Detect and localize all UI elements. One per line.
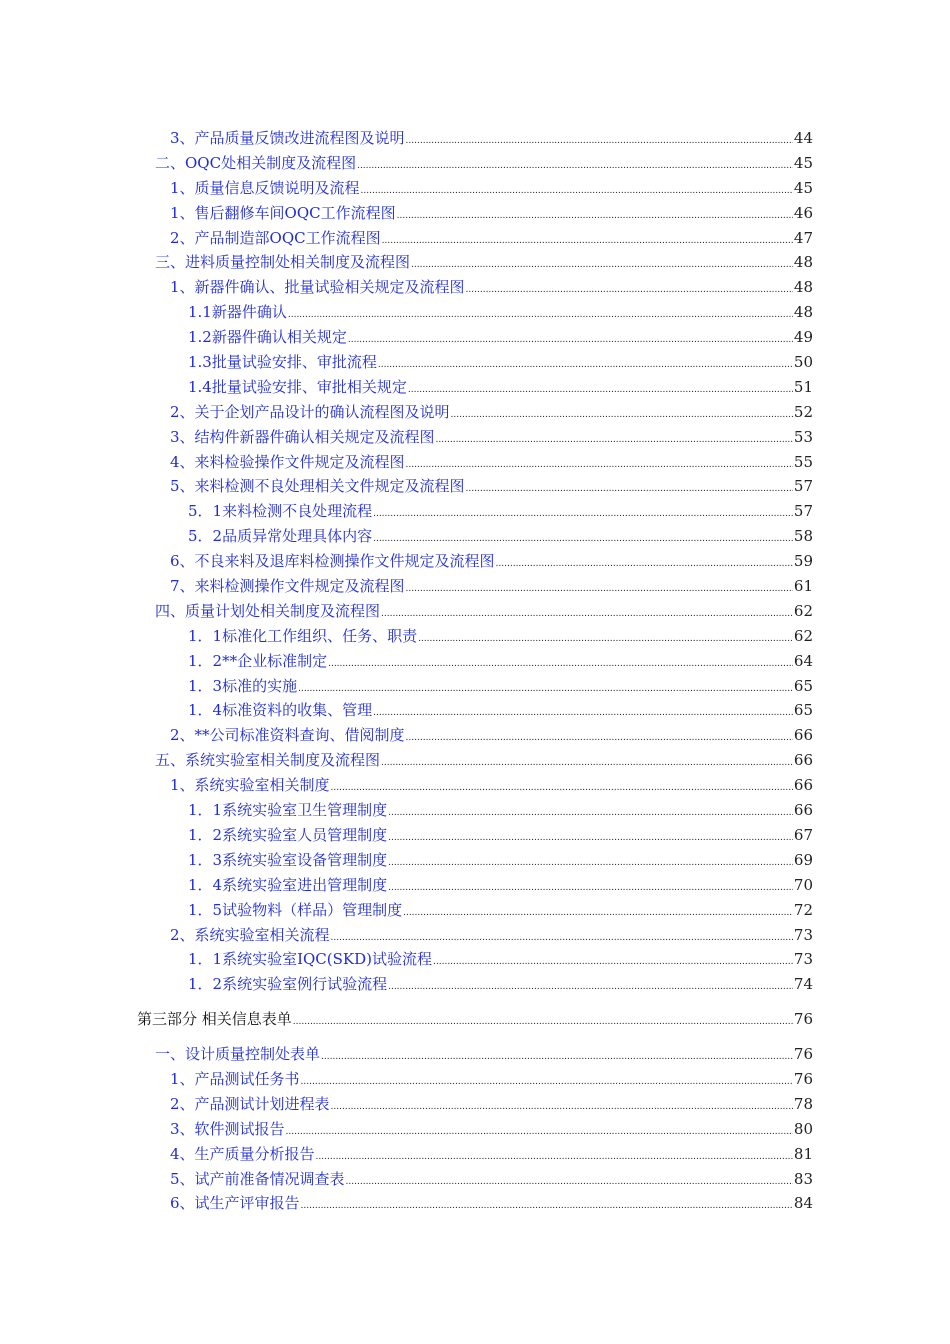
- toc-entry[interactable]: [0, 674, 950, 699]
- toc-entry-title: 1、售后翻修车间OQC工作流程图: [170, 203, 396, 222]
- toc-entry-title: 6、试生产评审报告: [170, 1194, 300, 1213]
- toc-entry-title: 1.4批量试验安排、审批相关规定: [188, 377, 407, 396]
- toc-page-number: 45: [793, 176, 813, 201]
- toc-page-number: 46: [793, 201, 813, 226]
- toc-page-number: 65: [793, 698, 813, 723]
- toc-entry[interactable]: [0, 698, 950, 723]
- toc-entry[interactable]: [0, 201, 950, 226]
- toc-page-number: 51: [793, 375, 813, 400]
- toc-page-number: 64: [793, 649, 813, 674]
- toc-page-number: 61: [793, 574, 813, 599]
- toc-dot-leader: [388, 975, 797, 1000]
- toc-entry[interactable]: [0, 1042, 950, 1067]
- toc-entry-title: 1.2新器件确认相关规定: [188, 328, 347, 347]
- toc-entry-title: 四、质量计划处相关制度及流程图: [155, 601, 381, 620]
- toc-entry[interactable]: [0, 300, 950, 325]
- toc-entry-title: 1.1新器件确认: [188, 303, 287, 322]
- toc-entry[interactable]: [0, 275, 950, 300]
- toc-page-number: 67: [793, 823, 813, 848]
- toc-entry[interactable]: [0, 972, 950, 997]
- toc-entry-title: 二、OQC处相关制度及流程图: [155, 153, 357, 172]
- toc-entry-title: 1.3批量试验安排、审批流程: [188, 353, 377, 372]
- toc-entry[interactable]: [0, 823, 950, 848]
- toc-page-number: 58: [793, 524, 813, 549]
- toc-page-number: 73: [793, 923, 813, 948]
- toc-page-number: 66: [793, 773, 813, 798]
- toc-entry-title: 五、系统实验室相关制度及流程图: [155, 751, 381, 770]
- toc-page-number: 84: [793, 1191, 813, 1216]
- toc-entry-title: 三、进料质量控制处相关制度及流程图: [155, 253, 411, 272]
- toc-entry[interactable]: [0, 524, 950, 549]
- toc-entry[interactable]: [0, 250, 950, 275]
- toc-entry-title: 4、来料检验操作文件规定及流程图: [170, 452, 405, 471]
- toc-entry[interactable]: [0, 649, 950, 674]
- toc-entry-title: 1、系统实验室相关制度: [170, 776, 330, 795]
- toc-entry-title: 1．2系统实验室例行试验流程: [188, 975, 388, 994]
- toc-entry[interactable]: [0, 325, 950, 350]
- toc-entry-title: 1、产品测试任务书: [170, 1069, 300, 1088]
- toc-page-number: 57: [793, 499, 813, 524]
- toc-entry[interactable]: [0, 873, 950, 898]
- toc-page-number: 52: [793, 400, 813, 425]
- toc-entry-title: 6、不良来料及退库料检测操作文件规定及流程图: [170, 552, 495, 571]
- toc-page-number: 44: [793, 126, 813, 151]
- toc-entry[interactable]: [0, 898, 950, 923]
- toc-entry-title: 2、关于企划产品设计的确认流程图及说明: [170, 402, 450, 421]
- toc-page-number: 66: [793, 748, 813, 773]
- toc-entry[interactable]: [0, 126, 950, 151]
- toc-entry-title: 一、设计质量控制处表单: [155, 1045, 321, 1064]
- toc-page-number: 72: [793, 898, 813, 923]
- toc-entry-title: 2、系统实验室相关流程: [170, 925, 330, 944]
- toc-entry[interactable]: [0, 1167, 950, 1192]
- toc-entry[interactable]: [0, 798, 950, 823]
- toc-page-number: 45: [793, 151, 813, 176]
- toc-entry[interactable]: [0, 1007, 950, 1032]
- toc-entry-title: 1．1系统实验室卫生管理制度: [188, 801, 388, 820]
- toc-entry[interactable]: [0, 1092, 950, 1117]
- toc-page-number: 66: [793, 798, 813, 823]
- toc-dot-leader: [301, 1194, 797, 1219]
- toc-entry[interactable]: [0, 574, 950, 599]
- toc-entry-title: 5．1来料检测不良处理流程: [188, 502, 373, 521]
- toc-entry-title: 1．4系统实验室进出管理制度: [188, 875, 388, 894]
- toc-page-number: 76: [793, 1007, 813, 1032]
- toc-entry[interactable]: [0, 848, 950, 873]
- toc-entry-title: 1．3标准的实施: [188, 676, 298, 695]
- toc-entry[interactable]: [0, 1191, 950, 1216]
- toc-entry[interactable]: [0, 1117, 950, 1142]
- toc-entry-title: 1．3系统实验室设备管理制度: [188, 850, 388, 869]
- toc-entry-title: 3、软件测试报告: [170, 1119, 285, 1138]
- toc-entry-title: 2、**公司标准资料查询、借阅制度: [170, 726, 405, 745]
- toc-page-number: 74: [793, 972, 813, 997]
- toc-entry[interactable]: [0, 773, 950, 798]
- toc-page-number: 69: [793, 848, 813, 873]
- toc-page-number: 57: [793, 474, 813, 499]
- toc-entry[interactable]: [0, 1142, 950, 1167]
- toc-entry-title: 1．1标准化工作组织、任务、职责: [188, 626, 418, 645]
- toc-entry-title: 第三部分 相关信息表单: [137, 1010, 292, 1029]
- toc-page-number: 59: [793, 549, 813, 574]
- toc-entry[interactable]: [0, 923, 950, 948]
- toc-entry[interactable]: [0, 1067, 950, 1092]
- toc-entry-title: 3、结构件新器件确认相关规定及流程图: [170, 427, 435, 446]
- toc-entry-title: 4、生产质量分析报告: [170, 1144, 315, 1163]
- toc-entry[interactable]: [0, 450, 950, 475]
- toc-page-number: 76: [793, 1042, 813, 1067]
- toc-entry[interactable]: [0, 226, 950, 251]
- toc-entry-title: 1．1系统实验室IQC(SKD)试验流程: [188, 950, 433, 969]
- toc-entry-title: 1．5试验物料（样品）管理制度: [188, 900, 403, 919]
- toc-entry[interactable]: [0, 176, 950, 201]
- toc-entry-title: 7、来料检测操作文件规定及流程图: [170, 577, 405, 596]
- toc-page-number: 73: [793, 947, 813, 972]
- toc-entry-title: 1、质量信息反馈说明及流程: [170, 178, 360, 197]
- toc-page-number: 76: [793, 1067, 813, 1092]
- toc-page-number: 48: [793, 250, 813, 275]
- toc-page-number: 65: [793, 674, 813, 699]
- toc-page-number: 50: [793, 350, 813, 375]
- toc-page-number: 62: [793, 624, 813, 649]
- toc-page-number: 49: [793, 325, 813, 350]
- toc-entry-title: 1．2系统实验室人员管理制度: [188, 825, 388, 844]
- toc-entry[interactable]: [0, 599, 950, 624]
- toc-page-number: 80: [793, 1117, 813, 1142]
- toc-entry[interactable]: [0, 499, 950, 524]
- toc-entry[interactable]: [0, 549, 950, 574]
- toc-page-number: 66: [793, 723, 813, 748]
- toc-entry[interactable]: [0, 748, 950, 773]
- toc-page-number: 78: [793, 1092, 813, 1117]
- toc-entry-title: 1．2**企业标准制定: [188, 651, 328, 670]
- toc-entry-title: 2、产品测试计划进程表: [170, 1094, 330, 1113]
- toc-page-number: 81: [793, 1142, 813, 1167]
- toc-page-number: 48: [793, 300, 813, 325]
- toc-dot-leader: [293, 1010, 797, 1035]
- toc-entry-title: 1．4标准资料的收集、管理: [188, 701, 373, 720]
- toc-page-number: 48: [793, 275, 813, 300]
- toc-page-number: 70: [793, 873, 813, 898]
- toc-entry-title: 3、产品质量反馈改进流程图及说明: [170, 129, 405, 147]
- toc-entry[interactable]: [0, 350, 950, 375]
- toc-page-number: 62: [793, 599, 813, 624]
- toc-entry[interactable]: [0, 723, 950, 748]
- toc-entry[interactable]: [0, 425, 950, 450]
- toc-page-number: 83: [793, 1167, 813, 1192]
- toc-page-number: 47: [793, 226, 813, 251]
- toc-page-number: 55: [793, 450, 813, 475]
- toc-entry-title: 2、产品制造部OQC工作流程图: [170, 228, 381, 247]
- toc-entry-title: 1、新器件确认、批量试验相关规定及流程图: [170, 278, 465, 297]
- toc-entry[interactable]: [0, 400, 950, 425]
- toc-entry[interactable]: [0, 947, 950, 972]
- toc-entry[interactable]: [0, 624, 950, 649]
- toc-entry[interactable]: [0, 151, 950, 176]
- toc-entry[interactable]: [0, 375, 950, 400]
- toc-entry-title: 5．2品质异常处理具体内容: [188, 527, 373, 546]
- toc-entry-title: 5、来料检测不良处理相关文件规定及流程图: [170, 477, 465, 496]
- table-of-contents: [0, 126, 950, 1216]
- toc-page-number: 53: [793, 425, 813, 450]
- toc-entry[interactable]: [0, 474, 950, 499]
- toc-entry-title: 5、试产前准备情况调查表: [170, 1169, 345, 1188]
